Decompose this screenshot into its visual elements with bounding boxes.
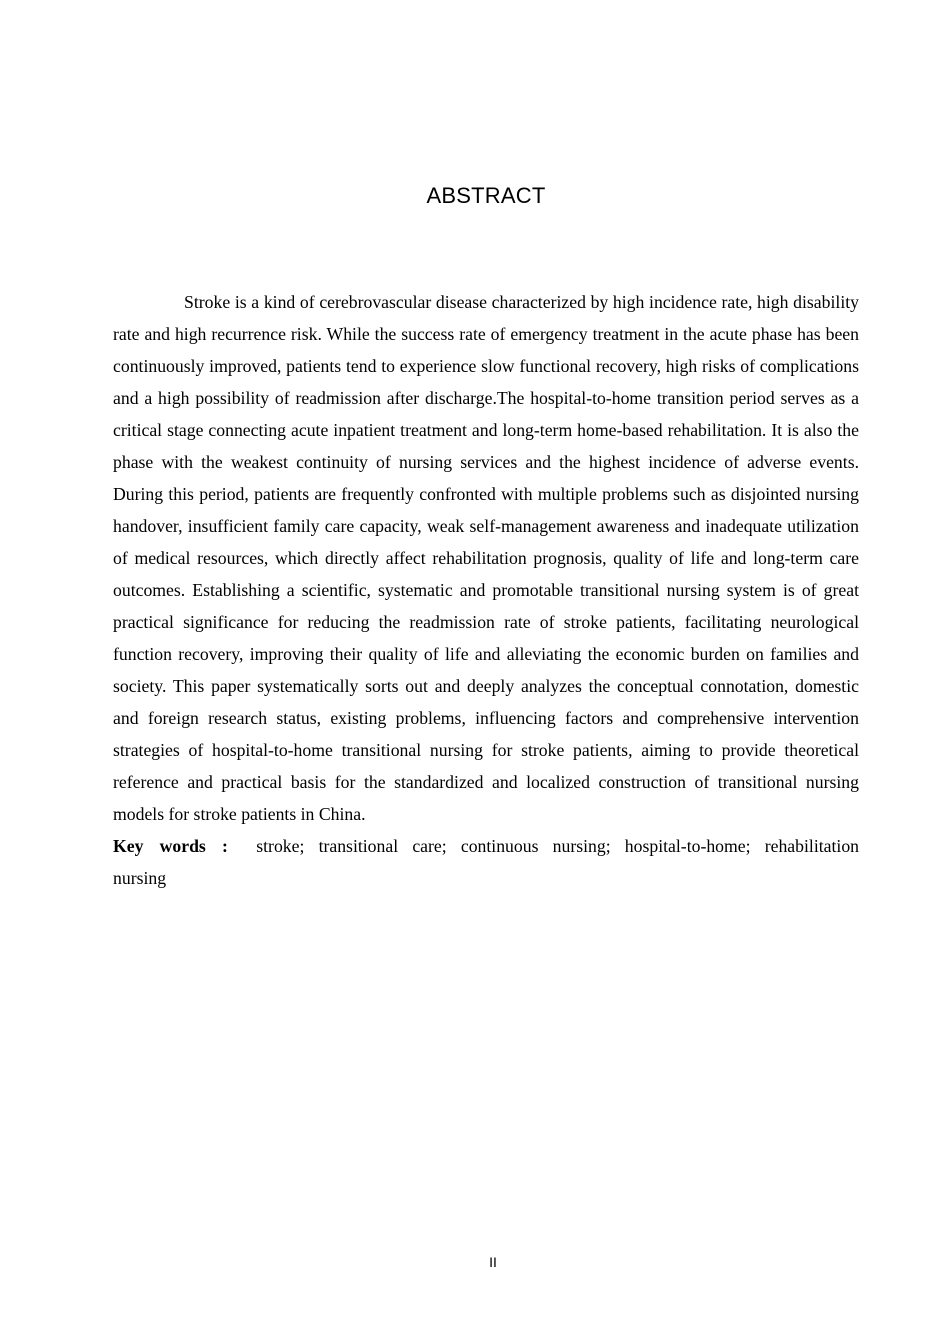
abstract-heading: ABSTRACT bbox=[426, 183, 546, 208]
keywords-list: stroke; transitional care; continuous nursing; hospital-to-home; rehabilitation nursing bbox=[113, 836, 860, 888]
keywords-line bbox=[113, 830, 859, 894]
abstract-paragraph: Stroke is a kind of cerebrovascular disease characterized by high incidence rate, high disability rate and high recurrence risk. While the success rate of emergency treatment in the acute phase has been continuously improved, patients tend to experience slow functional recovery, high risks of complications and a high possibility of readmission after discharge.The hospital-to-home transition period serves as a critical stage connecting acute inpatient treatment and long-term home-based rehabilitation. It is also the phase with the weakest continuity of nursing services and the highest incidence of adverse events. During this period, patients are frequently confronted with multiple problems such as disjointed nursing handover, insufficient family care capacity, weak self-management awareness and inadequate utilization of medical resources, which directly affect rehabilitation prognosis, quality of life and long-term care outcomes. Establishing a scientific, systematic and promotable transitional nursing system is of great practical significance for reducing the readmission rate of stroke patients, facilitating neurological function recovery, improving their quality of life and alleviating the economic burden on families and society. This paper systematically sorts out and deeply analyzes the conceptual connotation, domestic and foreign research status, existing problems, influencing factors and comprehensive intervention strategies of hospital-to-home transitional nursing for stroke patients, aiming to provide theoretical reference and practical basis for the standardized and localized construction of transitional nursing models for stroke patients in China. bbox=[113, 292, 859, 824]
page-number: II bbox=[489, 1254, 497, 1270]
keywords-label: Key words : bbox=[113, 836, 228, 856]
abstract-body bbox=[113, 286, 859, 894]
